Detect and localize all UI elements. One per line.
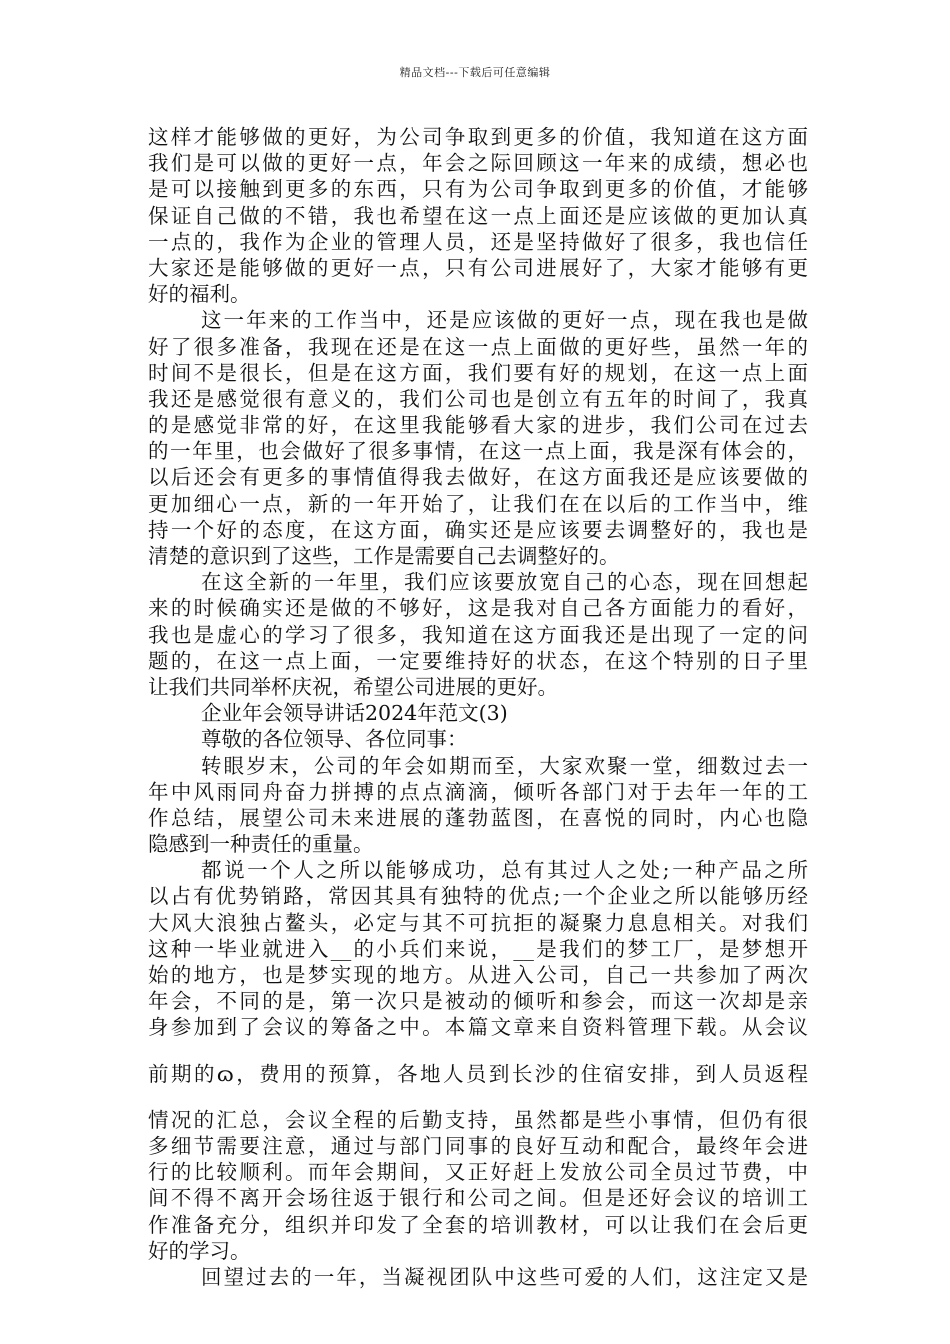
text-line: 让我们共同举杯庆祝，希望公司进展的更好。 (148, 674, 558, 699)
text-line: 的是感觉非常的好，在这里我能够看大家的进步，我们公司在过去 (148, 413, 808, 438)
paragraph (148, 569, 808, 700)
text-line: 保证自己做的不错，我也希望在这一点上面还是应该做的更加认真 (148, 203, 808, 228)
document-body (148, 124, 808, 1290)
text-line: 身参加到了会议的筹备之中。本篇文章来自资料管理下载。从会议 (148, 1015, 808, 1040)
text-line: 更加细心一点，新的一年开始了，让我们在在以后的工作当中，维 (148, 491, 808, 516)
text-line: 前期的ɷ，费用的预算，各地人员到长沙的住宿安排，到人员返程 (148, 1061, 808, 1086)
section-heading (148, 700, 808, 726)
text-line: 始的地方，也是梦实现的地方。从进入公司，自己一共参加了两次 (148, 963, 808, 987)
text-line: 回望过去的一年，当凝视团队中这些可爱的人们，这注定又是 (201, 1264, 808, 1289)
text-line: 这一年来的工作当中，还是应该做的更好一点，现在我也是做 (201, 308, 808, 333)
text-line: 以占有优势销路，常因其具有独特的优点;一个企业之所以能够历经 (148, 884, 808, 909)
text-line: 在这全新的一年里，我们应该要放宽自己的心态，现在回想起 (201, 570, 808, 595)
text-line: 大家还是能够做的更好一点，只有公司进展好了，大家才能够有更 (148, 255, 808, 280)
paragraph (148, 1264, 808, 1290)
text-line: 间不得不离开会场往返于银行和公司之间。但是还好会议的培训工 (148, 1186, 808, 1211)
text-line: 情况的汇总，会议全程的后勤支持，虽然都是些小事情，但仍有很 (148, 1107, 808, 1132)
salutation (148, 726, 808, 752)
page-header: 精品文档---下载后可任意编辑 (399, 66, 551, 79)
heading-line: 企业年会领导讲话2024年范文(3) (201, 701, 508, 726)
text-line: 大风大浪独占鳌头，必定与其不可抗拒的凝聚力息息相关。对我们 (148, 910, 808, 935)
text-line: 年中风雨同舟奋力拼搏的点点滴滴，倾听各部门对于去年一年的工 (148, 779, 808, 804)
text-line: 我们是可以做的更好一点，年会之际回顾这一年来的成绩，想必也 (148, 151, 808, 176)
text-line: 这样才能够做的更好，为公司争取到更多的价值，我知道在这方面 (148, 125, 808, 149)
text-line: 多细节需要注意，通过与部门同事的良好互动和配合，最终年会进 (148, 1133, 808, 1158)
text-line: 年会，不同的是，第一次只是被动的倾听和参会，而这一次却是亲 (148, 989, 808, 1014)
paragraph (148, 307, 808, 569)
text-line: 题的，在这一点上面，一定要维持好的状态，在这个特别的日子里 (148, 648, 808, 673)
paragraph (148, 857, 808, 1264)
text-line: 好了很多准备，我现在还是在这一点上面做的更好些，虽然一年的 (148, 334, 808, 359)
text-line: 时间不是很长，但是在这方面，我们要有好的规划，在这一点上面 (148, 360, 808, 385)
text-line: 好的福利。 (148, 282, 251, 307)
text-line: 作总结，展望公司未来进展的蓬勃蓝图，在喜悦的同时，内心也隐 (148, 805, 808, 830)
text-line: 我也是虚心的学习了很多，我知道在这方面我还是出现了一定的问 (148, 622, 808, 647)
text-line: 以后还会有更多的事情值得我去做好，在这方面我还是应该要做的 (148, 465, 808, 490)
text-line: 来的时候确实还是做的不够好，这是我对自己各方面能力的看好， (148, 596, 808, 621)
text-line: 行的比较顺利。而年会期间，又正好赶上发放公司全员过节费，中 (148, 1160, 808, 1185)
text-line: 转眼岁末，公司的年会如期而至，大家欢聚一堂，细数过去一 (201, 753, 808, 778)
paragraph (148, 753, 808, 858)
text-line: 尊敬的各位领导、各位同事： (201, 727, 468, 752)
text-line: 好的学习。 (148, 1238, 251, 1263)
text-line: 持一个好的态度，在这方面，确实还是应该要去调整好的，我也是 (148, 517, 808, 542)
text-line: 的一年里，也会做好了很多事情，在这一点上面，我是深有体会的， (148, 439, 808, 464)
text-line: 我还是感觉很有意义的，我们公司也是创立有五年的时间了，我真 (148, 386, 808, 411)
text-line: 隐感到一种责任的重量。 (148, 832, 374, 857)
text-line: 一点的，我作为企业的管理人员，还是坚持做好了很多，我也信任 (148, 229, 808, 254)
text-line: 都说一个人之所以能够成功，总有其过人之处;一种产品之所 (201, 858, 808, 883)
text-line: 清楚的意识到了这些，工作是需要自己去调整好的。 (148, 544, 620, 568)
text-line: 是可以接触到更多的东西，只有为公司争取到更多的价值，才能够 (148, 177, 808, 202)
text-line: 作准备充分，组织并印发了全套的培训教材，可以让我们在会后更 (148, 1212, 808, 1237)
text-line: 这种一毕业就进入__的小兵们来说，__是我们的梦工厂，是梦想开 (148, 936, 808, 961)
paragraph (148, 124, 808, 307)
